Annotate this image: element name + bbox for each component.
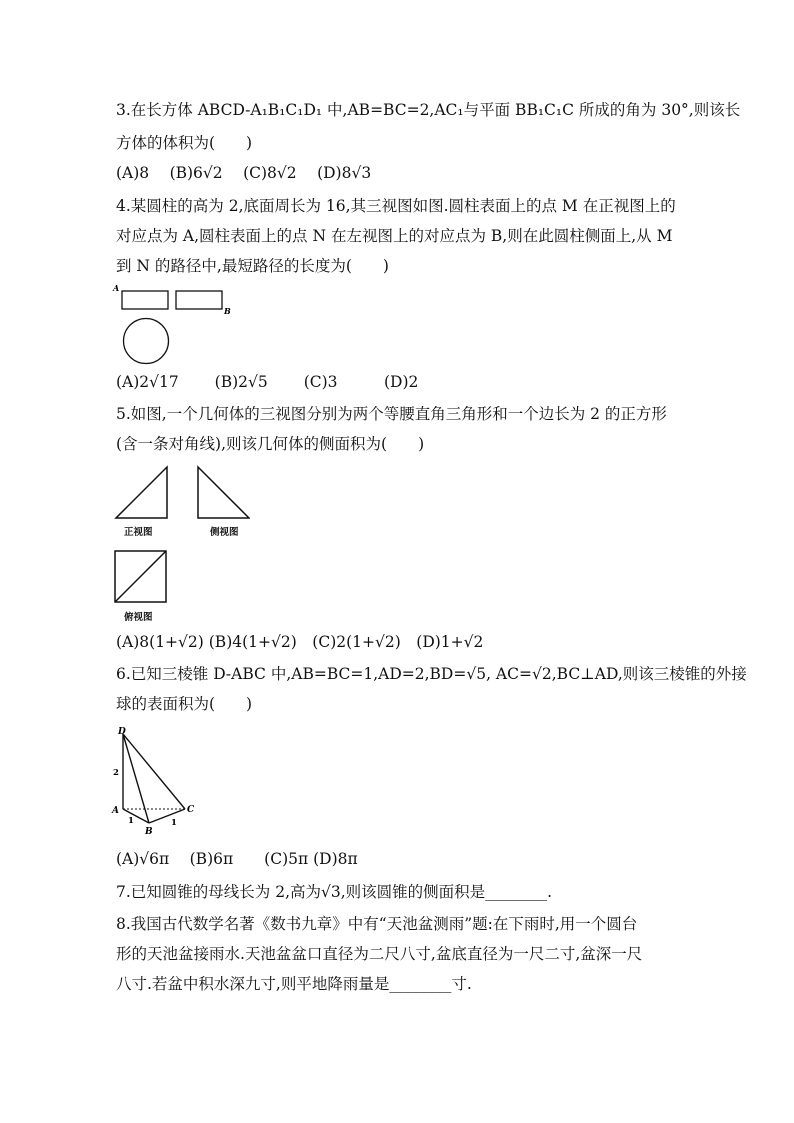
q6-label-b: B: [145, 827, 153, 837]
q6-label-d: D: [118, 727, 126, 737]
q3-options: (A)8 (B)6√2 (C)8√2 (D)8√3: [116, 164, 372, 182]
q6-length-da: 2: [113, 768, 119, 778]
q5-options: (A)8(1+√2) (B)4(1+√2) (C)2(1+√2) (D)1+√2: [116, 633, 484, 651]
q5-line-2: (含一条对角线),则该几何体的侧面积为( ): [116, 435, 425, 453]
q8-line-3: 八寸.若盆中积水深九寸,则平地降雨量是________寸.: [116, 975, 472, 993]
q5-top-view-diagonal: [115, 551, 166, 602]
q4-options: (A)2√17 (B)2√5 (C)3 (D)2: [116, 373, 419, 391]
q6-line-1: 6.已知三棱锥 D-ABC 中,AB=BC=1,AD=2,BD=√5, AC=√2,BC⊥AD,则该三棱锥的外接: [116, 665, 747, 683]
q4-front-view-rect: [122, 291, 168, 309]
q6-label-c: C: [187, 805, 195, 815]
q6-length-bc: 1: [171, 818, 177, 828]
q5-side-view-triangle: [198, 467, 249, 518]
q8-line-1: 8.我国古代数学名著《数书九章》中有“天池盆测雨”题:在下雨时,用一个圆台: [116, 915, 638, 933]
q6-edge-db: [123, 734, 149, 823]
q6-label-a: A: [112, 806, 119, 816]
q6-options: (A)√6π (B)6π (C)5π (D)8π: [116, 850, 358, 868]
q4-top-view-circle: [124, 319, 169, 364]
q5-line-1: 5.如图,一个几何体的三视图分别为两个等腰直角三角形和一个边长为 2 的正方形: [116, 405, 667, 423]
q3-line-2: 方体的体积为( ): [116, 134, 253, 152]
q4-three-view-figure: [110, 282, 240, 368]
q5-three-view-figure: [110, 462, 250, 622]
q4-line-2: 对应点为 A,圆柱表面上的点 N 在左视图上的对应点为 B,则在此圆柱侧面上,从 M: [116, 227, 673, 245]
q6-edge-bc: [149, 809, 185, 823]
q7-line-1: 7.已知圆锥的母线长为 2,高为√3,则该圆锥的侧面积是________.: [116, 883, 553, 901]
q4-label-b: B: [224, 306, 231, 316]
q3-line-1: 3.在长方体 ABCD-A₁B₁C₁D₁ 中,AB=BC=2,AC₁与平面 BB₁C₁C 所成的角为 30°,则该长: [116, 101, 741, 119]
q6-tetrahedron-figure: [108, 724, 200, 840]
q6-length-ab: 1: [128, 816, 134, 826]
q6-edge-dc: [123, 734, 185, 809]
q4-side-view-rect: [176, 291, 222, 309]
q5-caption-top: 俯视图: [124, 612, 153, 623]
q5-front-view-triangle: [116, 467, 167, 518]
q4-line-1: 4.某圆柱的高为 2,底面周长为 16,其三视图如图.圆柱表面上的点 M 在正视图上的: [116, 197, 676, 215]
q5-caption-front: 正视图: [124, 527, 153, 538]
q8-line-2: 形的天池盆接雨水.天池盆盆口直径为二尺八寸,盆底直径为一尺二寸,盆深一尺: [116, 945, 643, 963]
q5-caption-side: 侧视图: [210, 527, 239, 538]
q6-line-2: 球的表面积为( ): [116, 695, 253, 713]
q4-line-3: 到 N 的路径中,最短路径的长度为( ): [116, 257, 389, 275]
q4-label-a: A: [113, 283, 120, 293]
